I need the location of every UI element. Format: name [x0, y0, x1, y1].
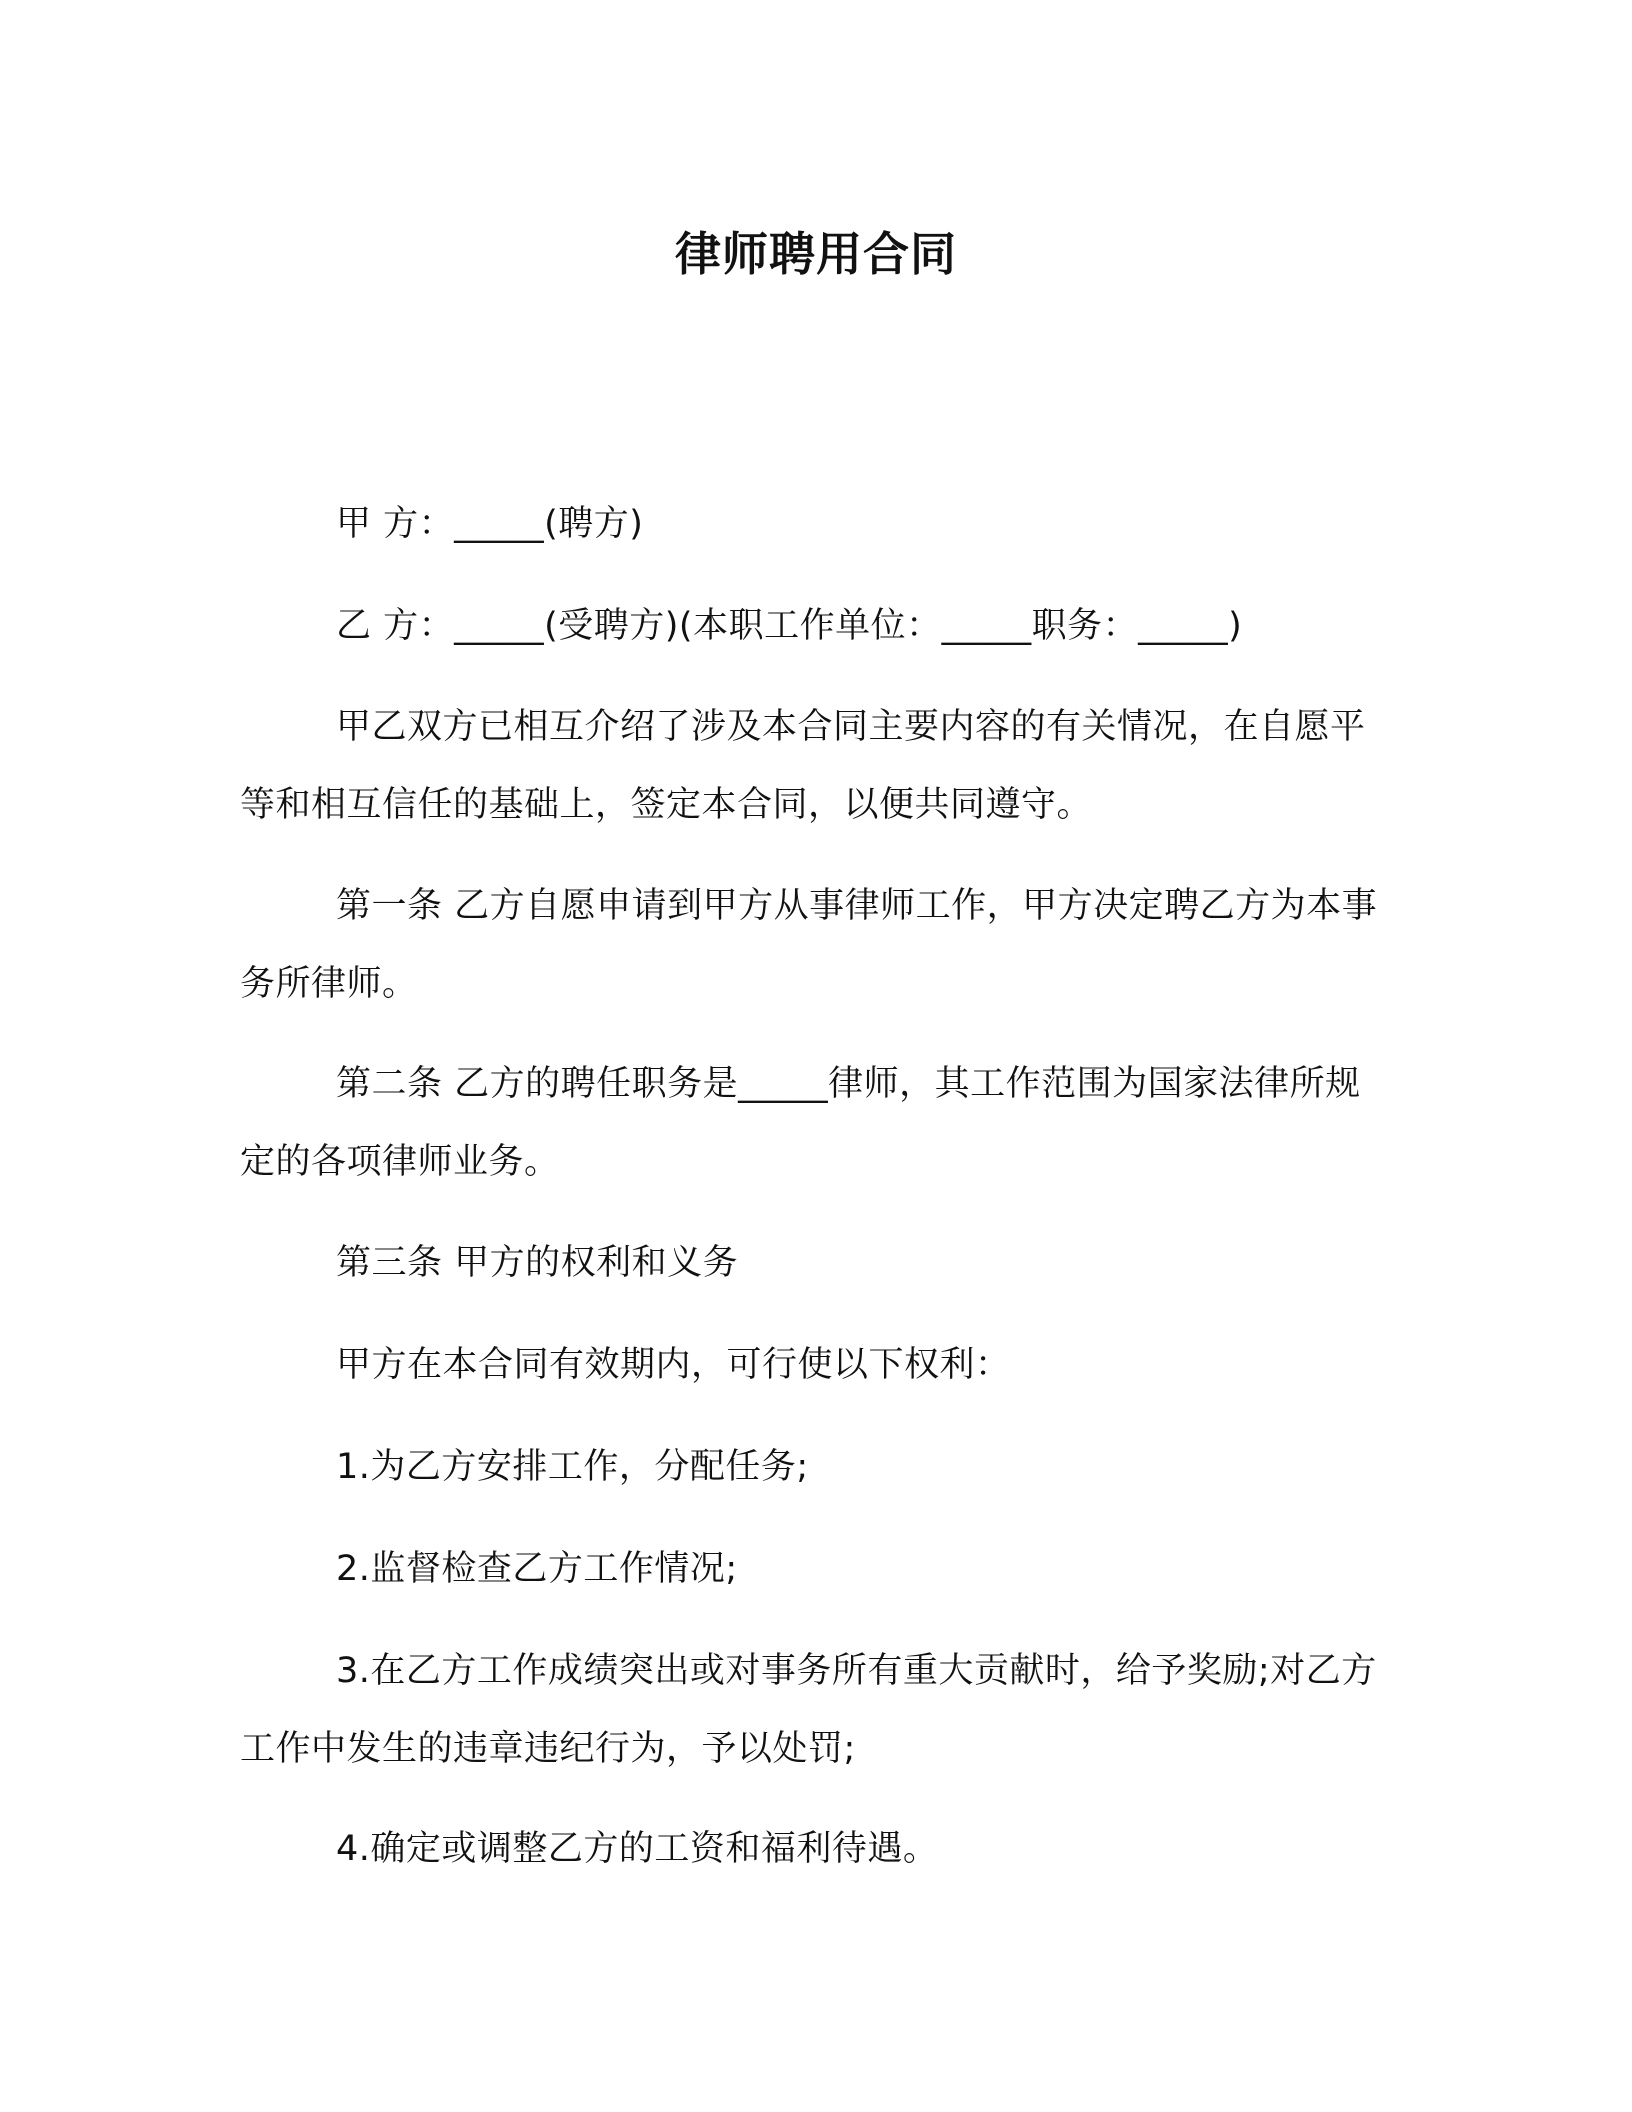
document-title: 律师聘用合同	[675, 227, 957, 281]
party-b-line: 乙 方：_____(受聘方)(本职工作单位：_____职务：_____)	[336, 606, 1243, 646]
preamble-paragraph: 甲乙双方已相互介绍了涉及本合同主要内容的有关情况，在自愿平等和相互信任的基础上，签定本合同，以便共同遵守。	[240, 707, 1366, 825]
article-1-paragraph: 第一条 乙方自愿申请到甲方从事律师工作，甲方决定聘乙方为本事务所律师。	[240, 886, 1378, 1004]
right-item-3: 3.在乙方工作成绩突出或对事务所有重大贡献时，给予奖励;对乙方工作中发生的违章违纪行为，予以处罚;	[240, 1651, 1377, 1769]
article-3-heading: 第三条 甲方的权利和义务	[336, 1243, 739, 1283]
rights-intro: 甲方在本合同有效期内，可行使以下权利：	[336, 1345, 1011, 1385]
party-a-line: 甲 方：_____(聘方)	[336, 504, 644, 544]
article-2-paragraph: 第二条 乙方的聘任职务是_____律师，其工作范围为国家法律所规定的各项律师业务。	[240, 1064, 1361, 1182]
right-item-2: 2.监督检查乙方工作情况;	[336, 1549, 738, 1589]
right-item-1: 1.为乙方安排工作，分配任务;	[336, 1447, 809, 1487]
right-item-4: 4.确定或调整乙方的工资和福利待遇。	[336, 1829, 939, 1869]
